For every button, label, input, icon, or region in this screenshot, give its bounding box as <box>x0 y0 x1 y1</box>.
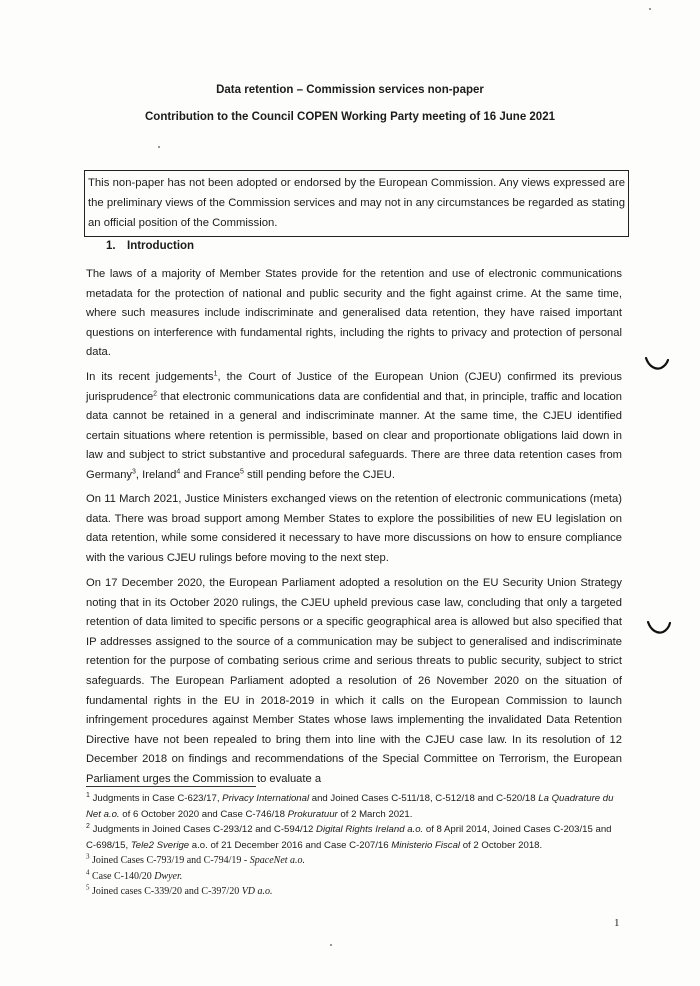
footnote-1 <box>86 791 622 822</box>
document-subtitle: Contribution to the Council COPEN Working Party meeting of 16 June 2021 <box>144 111 555 123</box>
footnote-case-name: Prokuratuur <box>287 808 338 820</box>
footnote-text: of 8 April 2014, Joined Cases C-203/15 and C-698/15, <box>86 824 612 851</box>
paragraph-2-text: , Ireland <box>135 468 177 481</box>
scan-speck <box>158 146 160 148</box>
footnote-text: of 6 October 2020 and Case C-746/18 <box>119 808 288 820</box>
footnote-4 <box>86 869 622 885</box>
paragraph-2 <box>86 368 622 486</box>
footnote-case-name: Digital Rights Ireland a.o. <box>316 824 424 835</box>
footnote-text: of 2 October 2018. <box>460 839 543 851</box>
footnote-2 <box>86 822 622 853</box>
footnote-number: 5 <box>86 883 90 892</box>
section-title: Introduction <box>127 240 195 252</box>
footnote-case-name: Privacy International <box>222 793 310 804</box>
scan-speck <box>649 8 651 10</box>
document-title: Data retention – Commission services non-paper <box>216 84 484 96</box>
footnote-number: 1 <box>86 791 90 799</box>
paragraph-2-text: still pending before the CJEU. <box>243 468 395 481</box>
footnote-3 <box>86 853 622 869</box>
footnote-text: and Joined Cases C-511/18, C-512/18 and C-520/18 <box>309 793 539 804</box>
paragraph-1: The laws of a majority of Member States provide for the retention and use of electronic communications metadata for the protection of national and public security and the fight against crime. At the same time, where such measures include indiscriminate and generalised data retention, they have raised important questions on interference with fundamental rights, including the rights to privacy and protection of personal data. <box>86 268 622 359</box>
paragraph-2-text: In its recent judgements <box>86 371 214 383</box>
handwritten-check-mark-icon <box>646 619 672 637</box>
paragraph-2-text: and France <box>180 468 240 481</box>
footnote-text: Joined cases C-339/20 and C-397/20 <box>89 886 242 897</box>
footnote-case-name: La Quadrature du Net a.o. <box>86 793 614 820</box>
disclaimer-box: This non-paper has not been adopted or endorsed by the European Commission. Any views expressed are the preliminary views of the Commission services and may not in any circumstances be regarded as stating an official position of the Commission. <box>84 170 629 237</box>
handwritten-check-mark-icon <box>644 355 670 373</box>
footnote-number: 4 <box>86 868 90 877</box>
footnote-text: a.o. of 21 December 2016 and Case C-207/16 <box>189 839 392 851</box>
paragraph-3: On 11 March 2021, Justice Ministers exchanged views on the retention of electronic communications (meta) data. There was broad support among Member States to explore the possibilities of new EU legislation on data retention, while some considered it necessary to have more discussions on how to ensure compliance with the various CJEU rulings before moving to the next step. <box>86 493 622 564</box>
footnote-text: of 2 March 2021. <box>337 808 413 820</box>
footnote-text: Joined Cases C-793/19 and C-794/19 - <box>89 855 250 866</box>
footnote-number: 3 <box>86 852 90 861</box>
section-heading <box>106 240 194 252</box>
footnote-text: Case C-140/20 <box>89 870 155 882</box>
footnote-ref-4: 4 <box>176 468 181 476</box>
footnote-ref-2: 2 <box>153 389 158 397</box>
paragraph-2-text: that electronic communications data are confidential and that, in principle, traffic and location data cannot be retained in a general and indiscriminate manner. At the same time, the CJEU identified certain situations where retention is permissible, based on clear and proportionate obligations laid down in law and subject to strict substantive and procedural safeguards. There are three data retention cases from Germany <box>86 390 622 481</box>
footnote-case-name: Tele2 Sverige <box>130 839 190 851</box>
footnotes <box>86 791 622 900</box>
footnote-text: Judgments in Joined Cases C-293/12 and C-594/12 <box>89 824 317 835</box>
paragraph-2-text: , the Court of Justice of the European Union (CJEU) confirmed its previous jurisprudence <box>86 371 623 403</box>
scan-speck <box>330 944 332 946</box>
footnote-case-name: VD a.o. <box>241 886 273 897</box>
footnote-ref-1: 1 <box>213 370 218 378</box>
footnote-number: 2 <box>86 822 90 830</box>
footnote-case-name: Dwyer. <box>154 870 183 882</box>
section-number: 1. <box>106 240 116 252</box>
footnote-5 <box>86 884 622 900</box>
footnote-separator <box>86 786 256 787</box>
footnote-ref-5: 5 <box>239 468 244 476</box>
footnote-text: Judgments in Case C-623/17, <box>89 793 223 804</box>
footnote-case-name: Ministerio Fiscal <box>391 839 461 851</box>
footnote-case-name: SpaceNet a.o. <box>249 855 306 866</box>
footnote-ref-3: 3 <box>132 468 136 476</box>
paragraph-4: On 17 December 2020, the European Parliament adopted a resolution on the EU Security Union Strategy noting that in its October 2020 rulings, the CJEU upheld previous case law, concluding that only a targeted retention of data limited to specific persons or a specific geographical area is allowed but also specified that IP addresses assigned to the source of a communication may be subject to generalised and indiscriminate retention for the purpose of combating serious crime and serious threats to public security, subject to strict safeguards. The European Parliament adopted a resolution of 26 November 2020 on the situation of fundamental rights in the EU in 2018-2019 in which it calls on the European Commission to launch infringement procedures against Member States whose laws implementing the invalidated Data Retention Directive have not been repealed to bring them into line with the CJEU case law. In its resolution of 12 December 2018 on findings and recommendations of the Special Committee on Terrorism, the European Parliament urges the Commission to evaluate a <box>86 577 622 785</box>
page-number: 1 <box>614 917 620 929</box>
